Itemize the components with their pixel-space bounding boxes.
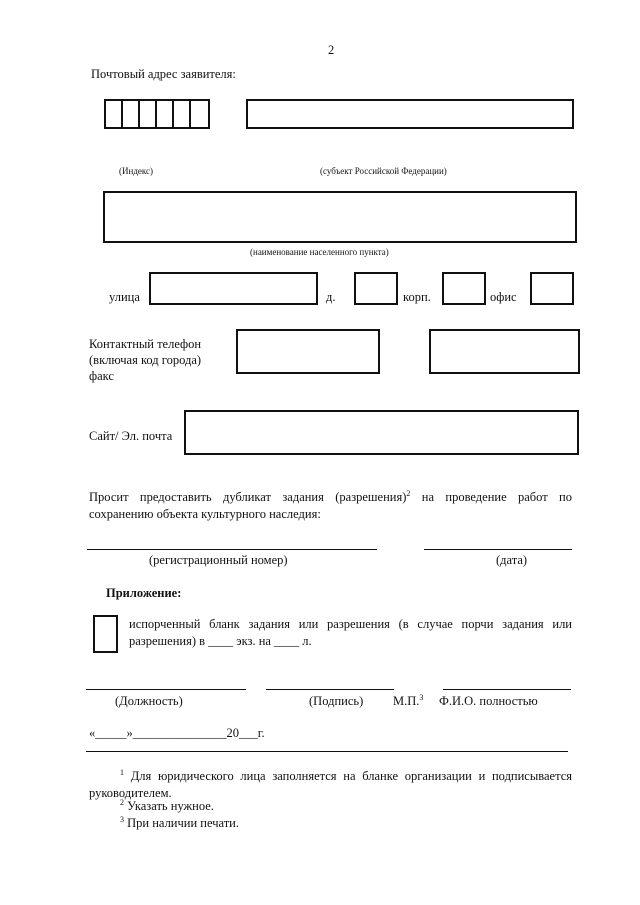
index-cell-divider	[189, 101, 191, 127]
site-email-label: Сайт/ Эл. почта	[89, 429, 173, 443]
date-line[interactable]	[424, 549, 572, 550]
phone-label-line1: Контактный телефон	[89, 337, 202, 351]
index-label: (Индекс)	[119, 166, 154, 176]
postal-address-heading: Почтовый адрес заявителя:	[91, 67, 236, 81]
footnote-1-num: 1	[120, 767, 124, 777]
office-input[interactable]	[530, 272, 574, 305]
phone-input[interactable]	[236, 329, 380, 374]
footnote-3-text: При наличии печати.	[127, 816, 239, 830]
subject-input[interactable]	[246, 99, 574, 129]
street-label: улица	[109, 290, 140, 304]
date-fill-line[interactable]: «_____»_______________20___г.	[89, 726, 265, 740]
date-label: (дата)	[496, 553, 528, 567]
locality-label: (наименование населенного пункта)	[250, 247, 389, 257]
index-cell-divider	[138, 101, 140, 127]
footnote-ref-3: 3	[419, 692, 424, 702]
reg-number-line[interactable]	[87, 549, 377, 550]
page-number: 2	[328, 43, 335, 57]
fio-label: Ф.И.О. полностью	[439, 694, 538, 708]
attachment-checkbox[interactable]	[93, 615, 118, 653]
fio-line[interactable]	[443, 689, 571, 690]
fax-input[interactable]	[429, 329, 580, 374]
footnote-3	[120, 814, 239, 830]
stamp-label	[393, 692, 424, 708]
locality-input[interactable]	[103, 191, 577, 243]
position-label: (Должность)	[115, 694, 183, 708]
request-text-part1: Просит предоставить дубликат задания (разрешения)	[89, 490, 407, 504]
building-label: корп.	[403, 290, 431, 304]
attachment-heading: Приложение:	[106, 586, 182, 600]
house-input[interactable]	[354, 272, 398, 305]
house-label: д.	[326, 290, 336, 304]
request-text	[89, 489, 572, 523]
phone-label-line2: (включая код города)	[89, 353, 202, 367]
subject-label: (субъект Российской Федерации)	[320, 166, 447, 176]
footnote-2-num: 2	[120, 797, 124, 807]
footnote-ref-2: 2	[406, 488, 411, 498]
footnote-2-text: Указать нужное.	[127, 799, 214, 813]
office-label: офис	[490, 290, 517, 304]
footnote-3-num: 3	[120, 814, 124, 824]
footnote-1	[89, 768, 572, 802]
index-cell-divider	[172, 101, 174, 127]
index-input[interactable]	[104, 99, 210, 129]
fax-label: факс	[89, 369, 114, 383]
signature-line[interactable]	[266, 689, 394, 690]
position-line[interactable]	[86, 689, 246, 690]
index-cell-divider	[155, 101, 157, 127]
footnote-1-text: Для юридического лица заполняется на бланке организации и подписывается руководителем.	[89, 769, 572, 800]
signature-label: (Подпись)	[309, 694, 364, 708]
attachment-text: испорченный бланк задания или разрешения (в случае порчи задания или разрешения) в ____ экз. на ____ л.	[129, 617, 572, 648]
building-input[interactable]	[442, 272, 486, 305]
request-text-part2: на проведение работ по сохранению объекта культурного наследия:	[89, 490, 572, 521]
stamp-text: М.П.	[393, 694, 420, 708]
site-email-input[interactable]	[184, 410, 579, 455]
street-input[interactable]	[149, 272, 318, 305]
footnote-2	[120, 797, 214, 813]
index-cell-divider	[121, 101, 123, 127]
reg-number-label: (регистрационный номер)	[149, 553, 288, 567]
separator-line	[86, 751, 568, 752]
